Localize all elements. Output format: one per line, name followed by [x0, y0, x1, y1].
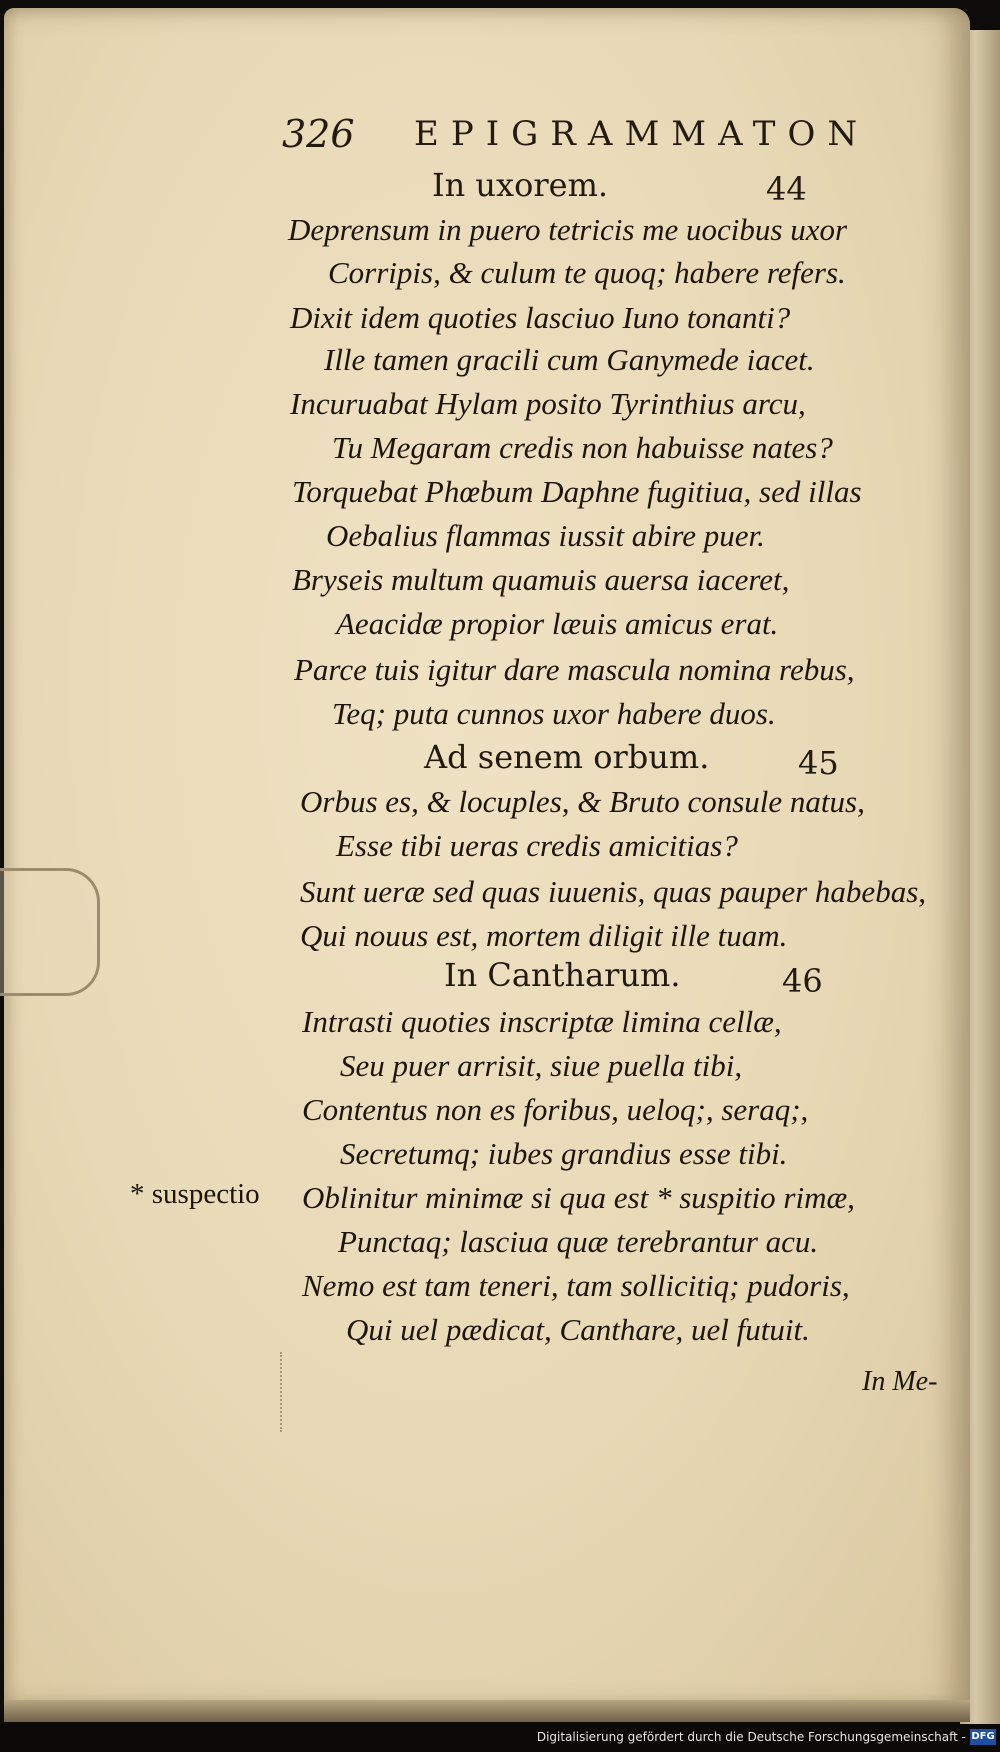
poem-number: 45 [798, 744, 839, 782]
verse-line: Parce tuis igitur dare mascula nomina rebus, [294, 652, 855, 687]
verse-line: Tu Megaram credis non habuisse nates? [332, 430, 833, 465]
page-bottom-edge [4, 1700, 970, 1722]
verse-line: Torquebat Phœbum Daphne fugitiua, sed illas [292, 474, 862, 509]
poem-title: In Cantharum. [444, 956, 681, 994]
poem-title: Ad senem orbum. [424, 738, 710, 776]
verse-line: Intrasti quoties inscriptæ limina cellæ, [302, 1004, 782, 1039]
verse-line: Oebalius flammas iussit abire puer. [326, 518, 765, 553]
margin-note: * suspectio [130, 1178, 260, 1210]
verse-line: Qui uel pædicat, Canthare, uel futuit. [346, 1312, 810, 1347]
verse-line: Punctaq; lasciua quæ terebrantur acu. [338, 1224, 819, 1259]
digitization-footer [0, 1724, 1000, 1752]
verse-line: Teq; puta cunnos uxor habere duos. [332, 696, 776, 731]
verse-line: Nemo est tam teneri, tam sollicitiq; pudoris, [302, 1268, 850, 1303]
poem-number: 46 [782, 962, 823, 1000]
poem-title: In uxorem. [432, 166, 609, 204]
dfg-logo: DFG [970, 1729, 996, 1745]
ink-specks [280, 1352, 294, 1432]
verse-line: Qui nouus est, mortem diligit ille tuam. [300, 918, 788, 953]
page-tab-marker [0, 868, 100, 996]
verse-line: Esse tibi ueras credis amicitias? [336, 828, 738, 863]
catchword: In Me- [862, 1366, 938, 1397]
page-number: 326 [282, 112, 355, 156]
running-title: EPIGRAMMATON [414, 114, 870, 154]
verse-line: Contentus non es foribus, ueloq;, seraq;, [302, 1092, 809, 1127]
verse-line: Incuruabat Hylam posito Tyrinthius arcu, [290, 386, 806, 421]
verse-line: Dixit idem quoties lasciuo Iuno tonanti? [290, 300, 791, 335]
funding-credit: Digitalisierung gefördert durch die Deutsche Forschungsgemeinschaft - [536, 1730, 966, 1744]
running-head [282, 112, 882, 160]
poem-number: 44 [766, 170, 807, 208]
verse-line: Ille tamen gracili cum Ganymede iacet. [324, 342, 815, 377]
verse-line: Oblinitur minimæ si qua est * suspitio rimæ, [302, 1180, 855, 1215]
verse-line: Orbus es, & locuples, & Bruto consule natus, [300, 784, 865, 819]
verse-line: Sunt ueræ sed quas iuuenis, quas pauper habebas, [300, 874, 927, 909]
verse-line: Seu puer arrisit, siue puella tibi, [340, 1048, 743, 1083]
verse-line: Bryseis multum quamuis auersa iaceret, [292, 562, 790, 597]
verse-line: Secretumq; iubes grandius esse tibi. [340, 1136, 788, 1171]
verse-line: Corripis, & culum te quoq; habere refers. [328, 255, 846, 290]
verse-line: Deprensum in puero tetricis me uocibus uxor [288, 212, 848, 247]
verse-line: Aeacidæ propior læuis amicus erat. [336, 606, 779, 641]
